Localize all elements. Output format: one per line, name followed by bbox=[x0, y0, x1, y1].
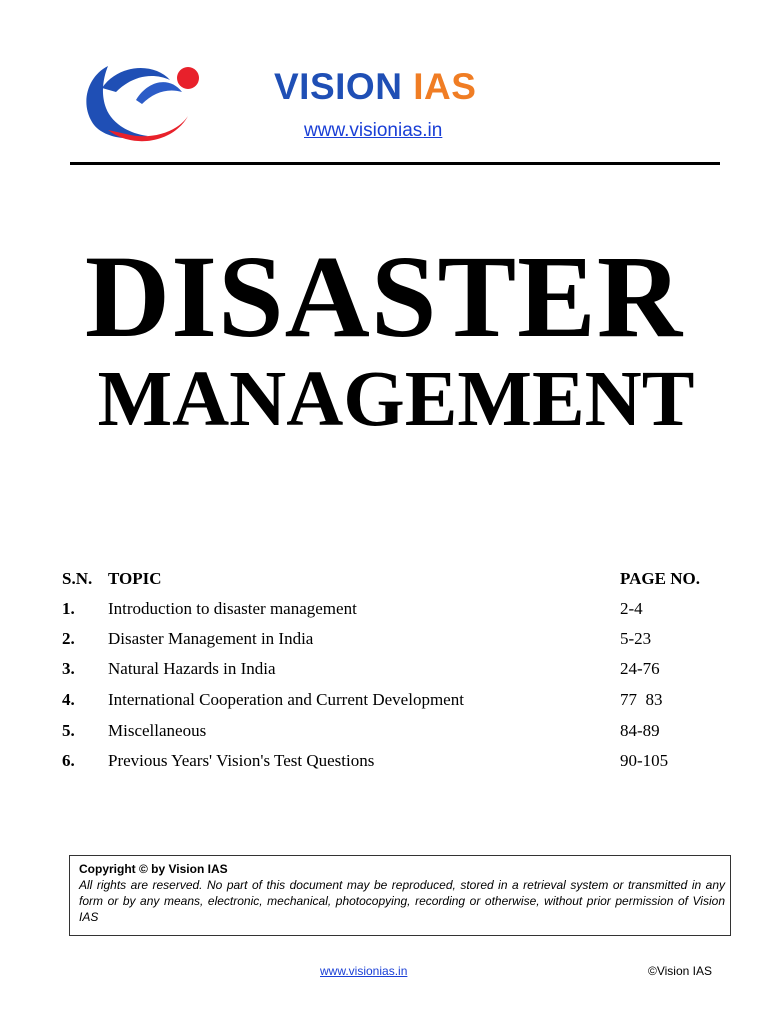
toc-sn: 2. bbox=[62, 629, 75, 648]
toc-page: 2-4 bbox=[620, 599, 643, 618]
toc-page: 5-23 bbox=[620, 629, 652, 648]
toc-topic: Introduction to disaster management bbox=[108, 599, 357, 618]
toc-sn: 3. bbox=[62, 659, 75, 678]
toc-sn: 6. bbox=[62, 751, 75, 770]
brand-accent: IAS bbox=[413, 66, 477, 107]
toc-row bbox=[62, 720, 722, 750]
toc-sn: 4. bbox=[62, 690, 75, 709]
toc-row bbox=[62, 598, 722, 628]
toc-row bbox=[62, 658, 722, 689]
toc-header-page: PAGE NO. bbox=[620, 569, 700, 588]
document-title-line-1: DISASTER bbox=[84, 231, 684, 362]
toc-page: 84-89 bbox=[620, 721, 660, 740]
vision-ias-logo bbox=[78, 58, 206, 146]
copyright-text: All rights are reserved. No part of this document may be reproduced, stored in a retrieval system or transmitted in any form or by any means, electronic, mechanical, photocopying, recording or otherwise, without prior permission of Vision IAS bbox=[79, 878, 725, 924]
toc-row bbox=[62, 628, 722, 658]
document-title-line-2: MANAGEMENT bbox=[97, 356, 695, 443]
toc-header-row bbox=[62, 568, 722, 598]
toc-page: 24-76 bbox=[620, 659, 660, 678]
toc-sn: 5. bbox=[62, 721, 75, 740]
website-link[interactable]: www.visionias.in bbox=[304, 120, 443, 141]
table-of-contents bbox=[62, 568, 722, 780]
header-divider bbox=[70, 162, 720, 165]
toc-header-sn: S.N. bbox=[62, 569, 93, 588]
toc-topic: International Cooperation and Current Development bbox=[108, 690, 464, 709]
footer-copyright: ©Vision IAS bbox=[648, 964, 712, 978]
toc-topic: Previous Years' Vision's Test Questions bbox=[108, 751, 375, 770]
toc-row bbox=[62, 689, 722, 720]
toc-topic: Miscellaneous bbox=[108, 721, 207, 740]
copyright-notice bbox=[69, 855, 731, 936]
footer-website-link[interactable]: www.visionias.in bbox=[320, 964, 408, 978]
toc-header-topic: TOPIC bbox=[108, 569, 162, 588]
copyright-title: Copyright © by Vision IAS bbox=[79, 862, 228, 876]
toc-page: 77 83 bbox=[620, 690, 663, 709]
toc-sn: 1. bbox=[62, 599, 75, 618]
toc-topic: Natural Hazards in India bbox=[108, 659, 276, 678]
toc-page: 90-105 bbox=[620, 751, 669, 770]
brand-primary: VISION bbox=[274, 66, 403, 107]
toc-topic: Disaster Management in India bbox=[108, 629, 314, 648]
toc-row bbox=[62, 750, 722, 780]
brand-name bbox=[274, 66, 476, 108]
